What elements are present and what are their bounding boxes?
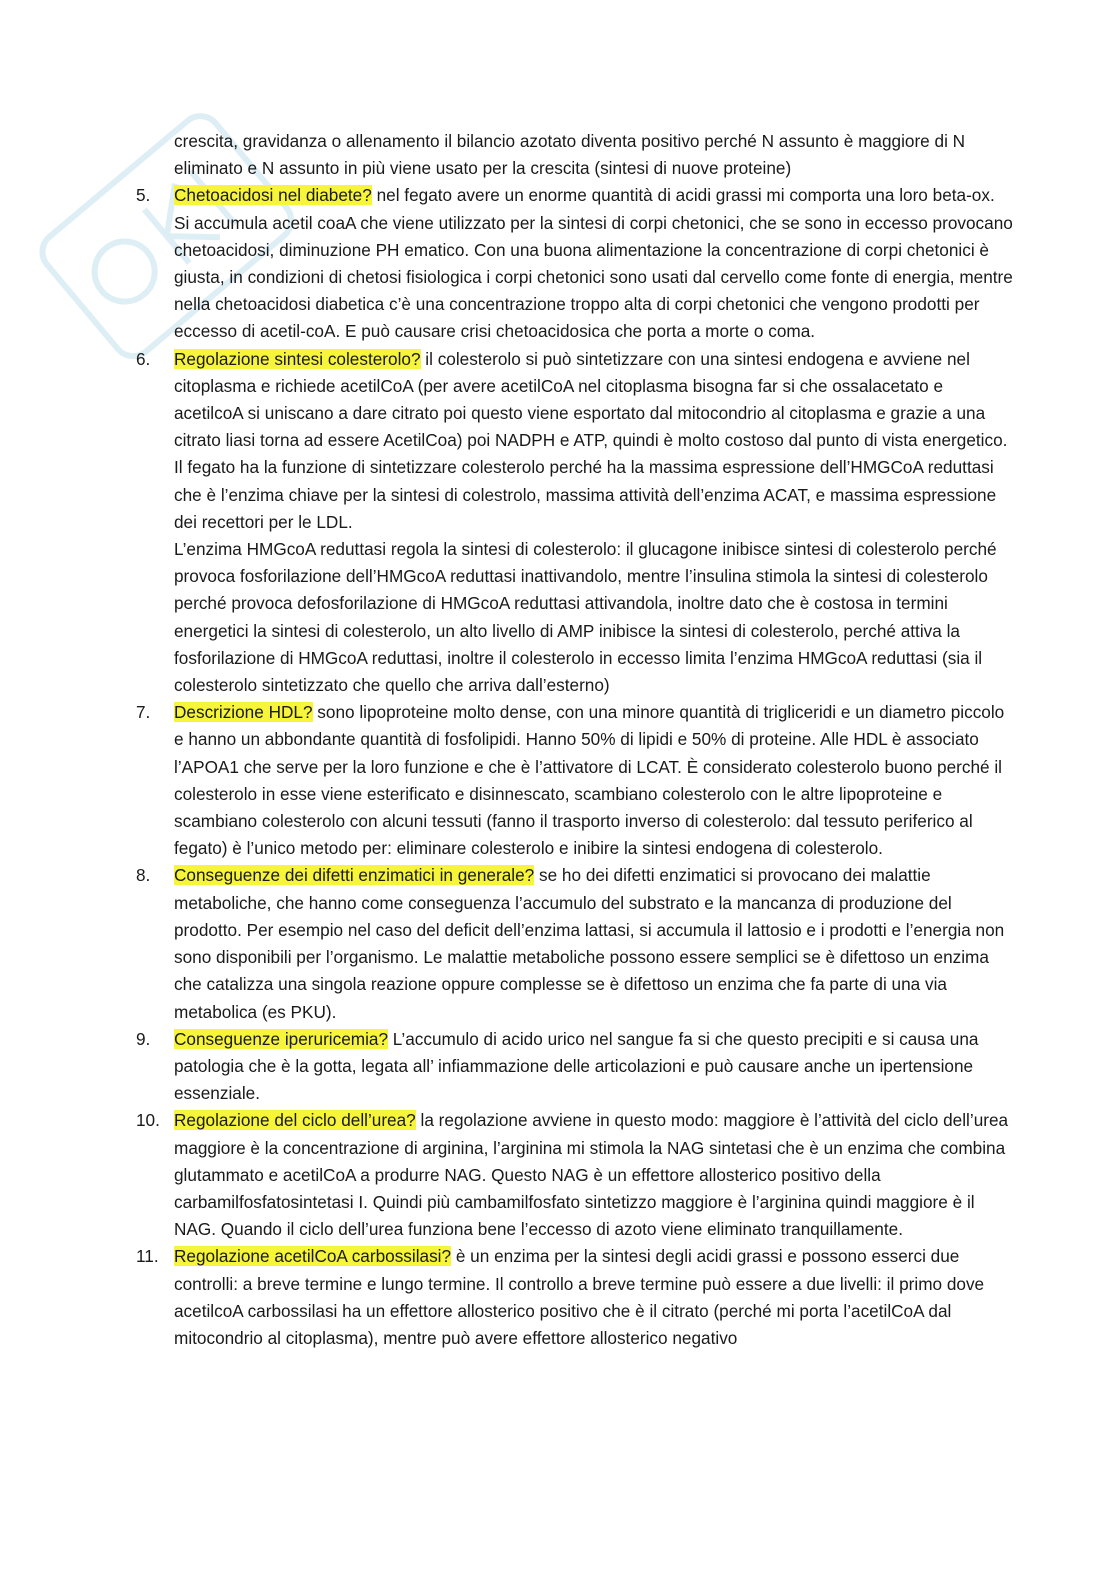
- question-item: [136, 699, 1014, 862]
- item-number: 5.: [136, 185, 151, 206]
- question-item: [136, 1026, 1014, 1108]
- item-number: 8.: [136, 865, 151, 886]
- item-number: 11.: [136, 1246, 159, 1267]
- question-highlight: Chetoacidosi nel diabete?: [174, 185, 372, 206]
- intro-paragraph: crescita, gravidanza o allenamento il bilancio azotato diventa positivo perché N assunto è maggiore di N eliminato e N assunto in più viene usato per la crescita (sintesi di nuove proteine): [174, 131, 966, 179]
- answer-text: il colesterolo si può sintetizzare con una sintesi endogena e avviene nel citoplasma e richiede acetilCoA (per avere acetilCoA nel citoplasma bisogna far si che ossalacetato e acetilcoA si uniscano a dare citrato poi questo viene esportato dal mitocondrio al citoplasma e grazie a una citrato liasi torna ad essere AcetilCoa) poi NADPH e ATP, quindi è molto costoso dal punto di vista energetico. Il fegato ha la funzione di sintetizzare colesterolo perché ha la massima espressione dell’HMGCoA reduttasi che è l’enzima chiave per la sintesi di colestrolo, massima attività dell’enzima ACAT, e massima espressione dei recettori per le LDL. L’enzima HMGcoA reduttasi regola la sintesi di colesterolo: il glucagone inibisce sintesi di colesterolo perché provoca fosforilazione dell’HMGcoA reduttasi inattivandolo, mentre l’insulina stimola la sintesi di colesterolo perché provoca defosforilazione di HMGcoA reduttasi attivandola, inoltre dato che è costosa in termini energetici la sintesi di colesterolo, un alto livello di AMP inibisce la sintesi di colesterolo, perché attiva la fosforilazione di HMGcoA reduttasi, inoltre il colesterolo in eccesso limita l’enzima HMGcoA reduttasi (sia il colesterolo sintetizzato che quello che arriva dall’esterno): [174, 348, 1008, 696]
- item-number: 9.: [136, 1028, 151, 1049]
- question-item: [136, 182, 1014, 345]
- question-item: [136, 1243, 1014, 1352]
- item-number: 10.: [136, 1110, 160, 1131]
- question-highlight: Regolazione sintesi colesterolo?: [174, 348, 421, 369]
- item-number: 7.: [136, 702, 151, 723]
- question-list: [0, 182, 1116, 1352]
- answer-text: nel fegato avere un enorme quantità di acidi grassi mi comporta una loro beta-ox. Si accumula acetil coaA che viene utilizzato per la sintesi di corpi chetonici, che se sono in eccesso provocano chetoacidosi, diminuzione PH ematico. Con una buona alimentazione la concentrazione di corpi chetonici è giusta, in condizioni di chetosi fisiologica i corpi chetonici sono usati dal cervello come fonte di energia, mentre nella chetoacidosi diabetica c’è una concentrazione troppo alta di corpi chetonici che vengono prodotti per eccesso di acetil-coA. E può causare crisi chetoacidosica che porta a morte o coma.: [174, 185, 1013, 342]
- question-highlight: Descrizione HDL?: [174, 702, 313, 723]
- question-item: [136, 346, 1014, 700]
- question-highlight: Conseguenze iperuricemia?: [174, 1028, 389, 1049]
- answer-text: sono lipoproteine molto dense, con una minore quantità di trigliceridi e un diametro piccolo e hanno un abbondante quantità di fosfolipidi. Hanno 50% di lipidi e 50% di proteine. Alle HDL è associato l’APOA1 che serve per la loro funzione e che è l’attivatore di LCAT. È considerato colesterolo buono perché il colesterolo in esse viene esterificato e disinnescato, scambiano colesterolo con le altre lipoproteine e scambiano colesterolo con alcuni tessuti (fanno il trasporto inverso di colesterolo: dal tessuto periferico al fegato) è l’unico metodo per: eliminare colesterolo e inibire la sintesi endogena di colesterolo.: [174, 702, 1005, 859]
- item-number: 6.: [136, 348, 151, 369]
- question-highlight: Conseguenze dei difetti enzimatici in generale?: [174, 865, 535, 886]
- question-item: [136, 862, 1014, 1025]
- answer-text: L’accumulo di acido urico nel sangue fa si che questo precipiti e si causa una patologia che è la gotta, legata all’ infiammazione delle articolazioni e può causare anche un ipertensione essenziale.: [174, 1028, 979, 1104]
- question-highlight: Regolazione acetilCoA carbossilasi?: [174, 1246, 452, 1267]
- document-page: [0, 128, 1116, 1352]
- answer-text: la regolazione avviene in questo modo: maggiore è l’attività del ciclo dell’urea maggiore è la concentrazione di arginina, l’arginina mi stimola la NAG sintetasi che è un enzima che combina glutammato e acetilCoA a produrre NAG. Questo NAG è un effettore allosterico positivo della carbamilfosfatosintetasi I. Quindi più cambamilfosfato sintetizzo maggiore è l’arginina quindi maggiore è il NAG. Quando il ciclo dell’urea funziona bene l’eccesso di azoto viene eliminato tranquillamente.: [174, 1110, 1009, 1240]
- answer-text: è un enzima per la sintesi degli acidi grassi e possono esserci due controlli: a breve termine e lungo termine. Il controllo a breve termine può essere a due livelli: il primo dove acetilcoA carbossilasi ha un effettore allosterico positivo che è il citrato (perché mi porta l’acetilCoA dal mitocondrio al citoplasma), mentre può avere effettore allosterico negativo: [174, 1246, 985, 1348]
- answer-text: se ho dei difetti enzimatici si provocano dei malattie metaboliche, che hanno come conseguenza l’accumulo del substrato e la mancanza di produzione del prodotto. Per esempio nel caso del deficit dell’enzima lattasi, si accumula il lattosio e i prodotti e l’energia non sono disponibili per l’organismo. Le malattie metaboliche possono essere semplici se è difettoso un enzima che catalizza una singola reazione oppure complesse se è difettoso un enzima che fa parte di una via metabolica (es PKU).: [174, 865, 1005, 1022]
- question-highlight: Regolazione del ciclo dell’urea?: [174, 1110, 416, 1131]
- question-item: [136, 1107, 1014, 1243]
